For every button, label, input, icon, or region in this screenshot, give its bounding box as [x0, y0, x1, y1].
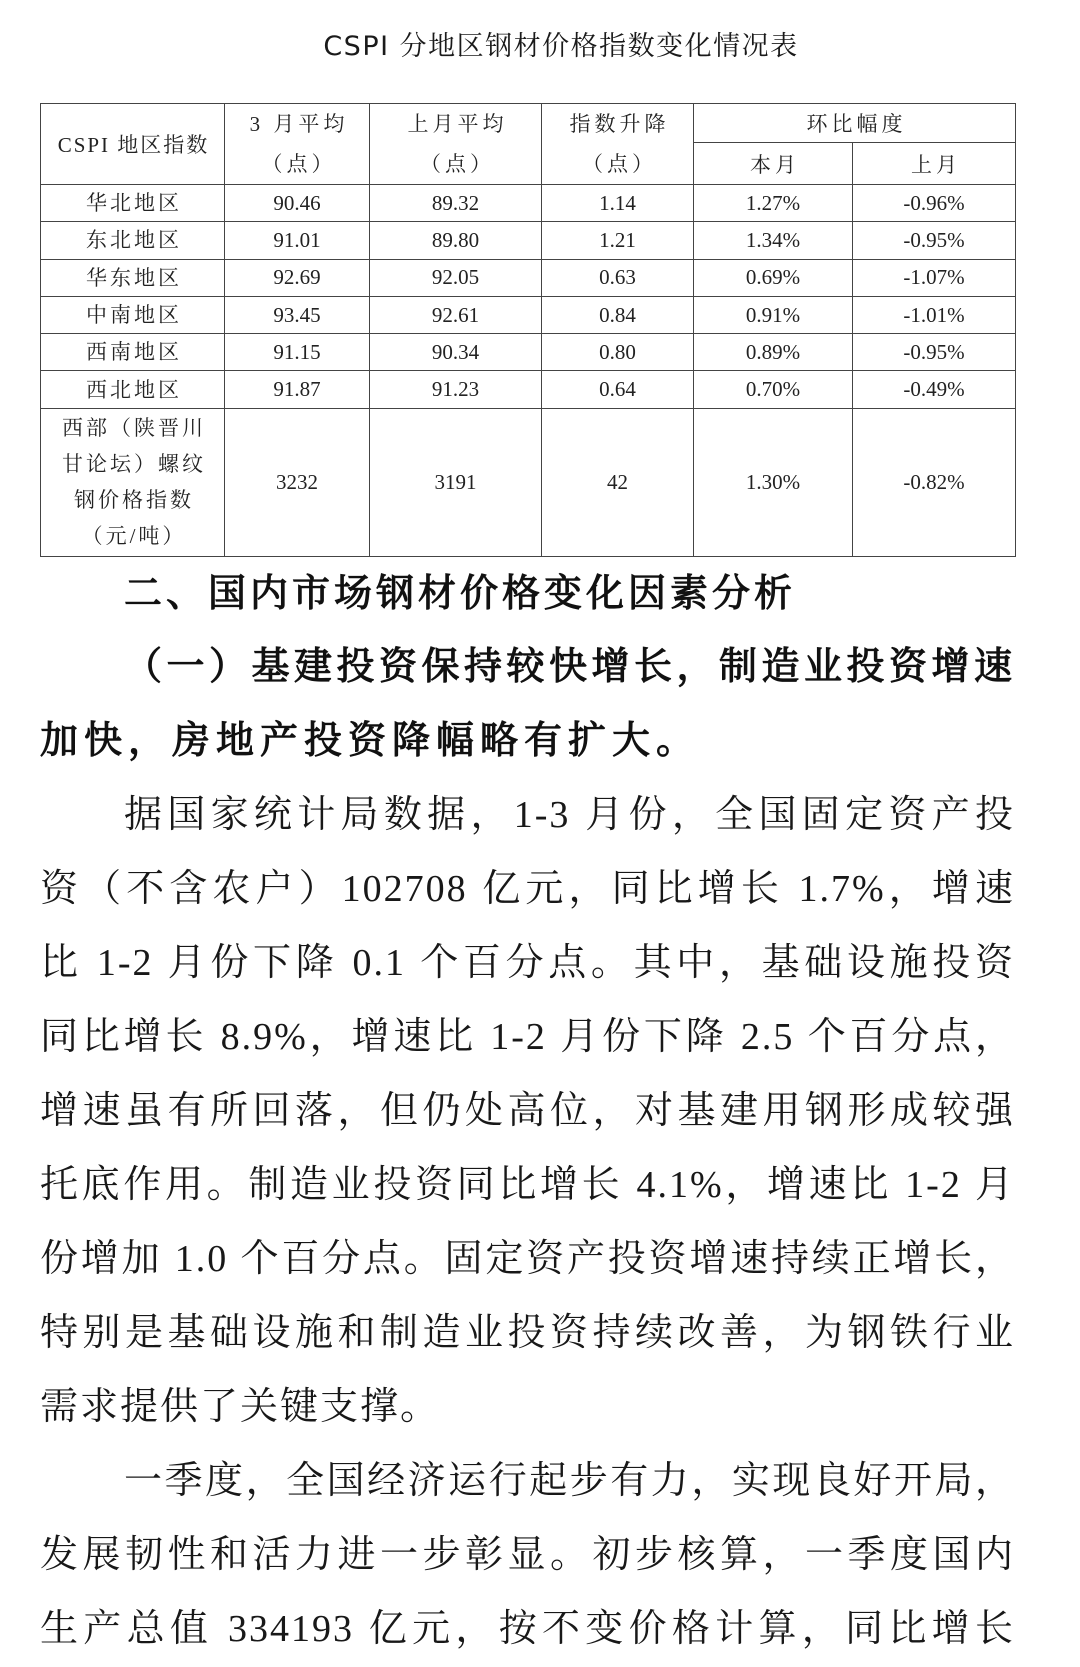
paragraph-line: 据国家统计局数据，1-3 月份，全国固定资产投 [124, 794, 1015, 836]
paragraph-line: 比 1-2 月份下降 0.1 个百分点。其中，基础设施投资 [40, 942, 1015, 984]
subheading-line: （一）基建投资保持较快增长，制造业投资增速 [124, 646, 1015, 688]
march-avg-cell: 3232 [225, 408, 370, 556]
last-month-avg-cell: 89.80 [370, 222, 542, 259]
region-name: 钢价格指数 [74, 488, 194, 513]
mom-this-month-cell: 0.89% [694, 334, 853, 371]
march-avg-cell: 92.69 [225, 259, 370, 296]
region-name: 西南地区 [86, 340, 182, 365]
header-march-avg-label: 3 月平均 [249, 112, 349, 136]
march-avg-cell: 90.46 [225, 185, 370, 222]
region-cell [41, 296, 225, 333]
table-row [41, 259, 1016, 296]
subheading-line: 加快，房地产投资降幅略有扩大。 [40, 720, 701, 762]
table-row [41, 408, 1016, 556]
region-cell [41, 371, 225, 408]
region-cell [41, 222, 225, 259]
march-avg-cell: 93.45 [225, 296, 370, 333]
header-last-month-avg-label: 上月平均 [407, 112, 508, 136]
last-month-avg-cell: 89.32 [370, 185, 542, 222]
mom-last-month-cell: -0.49% [853, 371, 1016, 408]
paragraph-line: 需求提供了关键支撑。 [40, 1386, 441, 1428]
region-cell [41, 185, 225, 222]
index-change-cell: 1.21 [542, 222, 694, 259]
region-cell [41, 334, 225, 371]
paragraph-line: 特别是基础设施和制造业投资持续改善，为钢铁行业 [40, 1312, 1015, 1354]
table-title: CSPI 分地区钢材价格指数变化情况表 [323, 31, 799, 62]
header-mom-this-month [694, 143, 853, 185]
last-month-avg-cell: 91.23 [370, 371, 542, 408]
header-mom-last-month [853, 143, 1016, 185]
march-avg-cell: 91.87 [225, 371, 370, 408]
header-last-month-avg [370, 104, 542, 185]
paragraph-line: 一季度，全国经济运行起步有力，实现良好开局， [124, 1460, 1015, 1502]
paragraph-line: 同比增长 8.9%，增速比 1-2 月份下降 2.5 个百分点， [40, 1016, 1015, 1058]
region-name: 华东地区 [86, 265, 182, 290]
header-mom [694, 104, 1016, 143]
region-name: 西北地区 [86, 377, 182, 402]
paragraph-line: 发展韧性和活力进一步彰显。初步核算，一季度国内 [40, 1534, 1015, 1576]
index-change-cell: 0.63 [542, 259, 694, 296]
mom-this-month-cell: 1.30% [694, 408, 853, 556]
header-index-change-label: 指数升降 [569, 112, 670, 136]
table-row [41, 371, 1016, 408]
paragraph-line: 生产总值 334193 亿元，按不变价格计算，同比增长 [40, 1608, 1015, 1650]
last-month-avg-cell: 92.61 [370, 296, 542, 333]
table-row [41, 334, 1016, 371]
header-march-avg-unit: （点） [261, 152, 337, 176]
region-name: 西部（陕晋川 [62, 416, 206, 441]
region-cell [41, 259, 225, 296]
header-index-change-unit: （点） [582, 152, 657, 176]
table-body [41, 185, 1016, 557]
regional-price-index-table [40, 103, 1016, 557]
region-name: 东北地区 [86, 228, 182, 253]
last-month-avg-cell: 90.34 [370, 334, 542, 371]
region-cell [41, 408, 225, 556]
subheading [40, 630, 1015, 778]
region-name: （元/吨） [81, 524, 187, 549]
index-change-cell: 42 [542, 408, 694, 556]
mom-last-month-cell: -1.07% [853, 259, 1016, 296]
index-change-cell: 1.14 [542, 185, 694, 222]
paragraph [40, 1444, 1015, 1666]
region-name: 甘论坛）螺纹 [62, 452, 206, 477]
mom-this-month-cell: 1.34% [694, 222, 853, 259]
mom-last-month-cell: -0.95% [853, 222, 1016, 259]
mom-this-month-cell: 0.91% [694, 296, 853, 333]
paragraph-line: 托底作用。制造业投资同比增长 4.1%，增速比 1-2 月 [40, 1164, 1015, 1206]
region-name: 中南地区 [86, 303, 182, 328]
header-mom-last-month-label: 上月 [911, 152, 961, 177]
mom-last-month-cell: -0.96% [853, 185, 1016, 222]
mom-this-month-cell: 1.27% [694, 185, 853, 222]
mom-this-month-cell: 0.70% [694, 371, 853, 408]
mom-last-month-cell: -0.95% [853, 334, 1016, 371]
mom-last-month-cell: -0.82% [853, 408, 1016, 556]
table-row [41, 222, 1016, 259]
header-mom-this-month-label: 本月 [750, 152, 800, 177]
header-row [41, 104, 1016, 143]
paragraph [40, 778, 1015, 1444]
region-name: 华北地区 [86, 191, 182, 216]
last-month-avg-cell: 3191 [370, 408, 542, 556]
paragraph-line: 份增加 1.0 个百分点。固定资产投资增速持续正增长， [40, 1238, 1015, 1280]
table-row [41, 296, 1016, 333]
table-row [41, 185, 1016, 222]
header-region-label: CSPI 地区指数 [57, 133, 210, 157]
mom-this-month-cell: 0.69% [694, 259, 853, 296]
header-last-month-avg-unit: （点） [420, 152, 495, 176]
header-index-change [542, 104, 694, 185]
section-heading: 二、国内市场钢材价格变化因素分析 [124, 571, 797, 615]
header-mom-label: 环比幅度 [806, 112, 907, 137]
paragraph-line: 资（不含农户）102708 亿元，同比增长 1.7%，增速 [40, 868, 1015, 910]
header-march-avg [225, 104, 370, 185]
paragraph-line: 增速虽有所回落，但仍处高位，对基建用钢形成较强 [40, 1090, 1015, 1132]
index-change-cell: 0.64 [542, 371, 694, 408]
index-change-cell: 0.84 [542, 296, 694, 333]
header-region [41, 104, 225, 185]
table-header [41, 104, 1016, 185]
mom-last-month-cell: -1.01% [853, 296, 1016, 333]
march-avg-cell: 91.01 [225, 222, 370, 259]
march-avg-cell: 91.15 [225, 334, 370, 371]
index-change-cell: 0.80 [542, 334, 694, 371]
last-month-avg-cell: 92.05 [370, 259, 542, 296]
analysis-section [40, 556, 1015, 1666]
